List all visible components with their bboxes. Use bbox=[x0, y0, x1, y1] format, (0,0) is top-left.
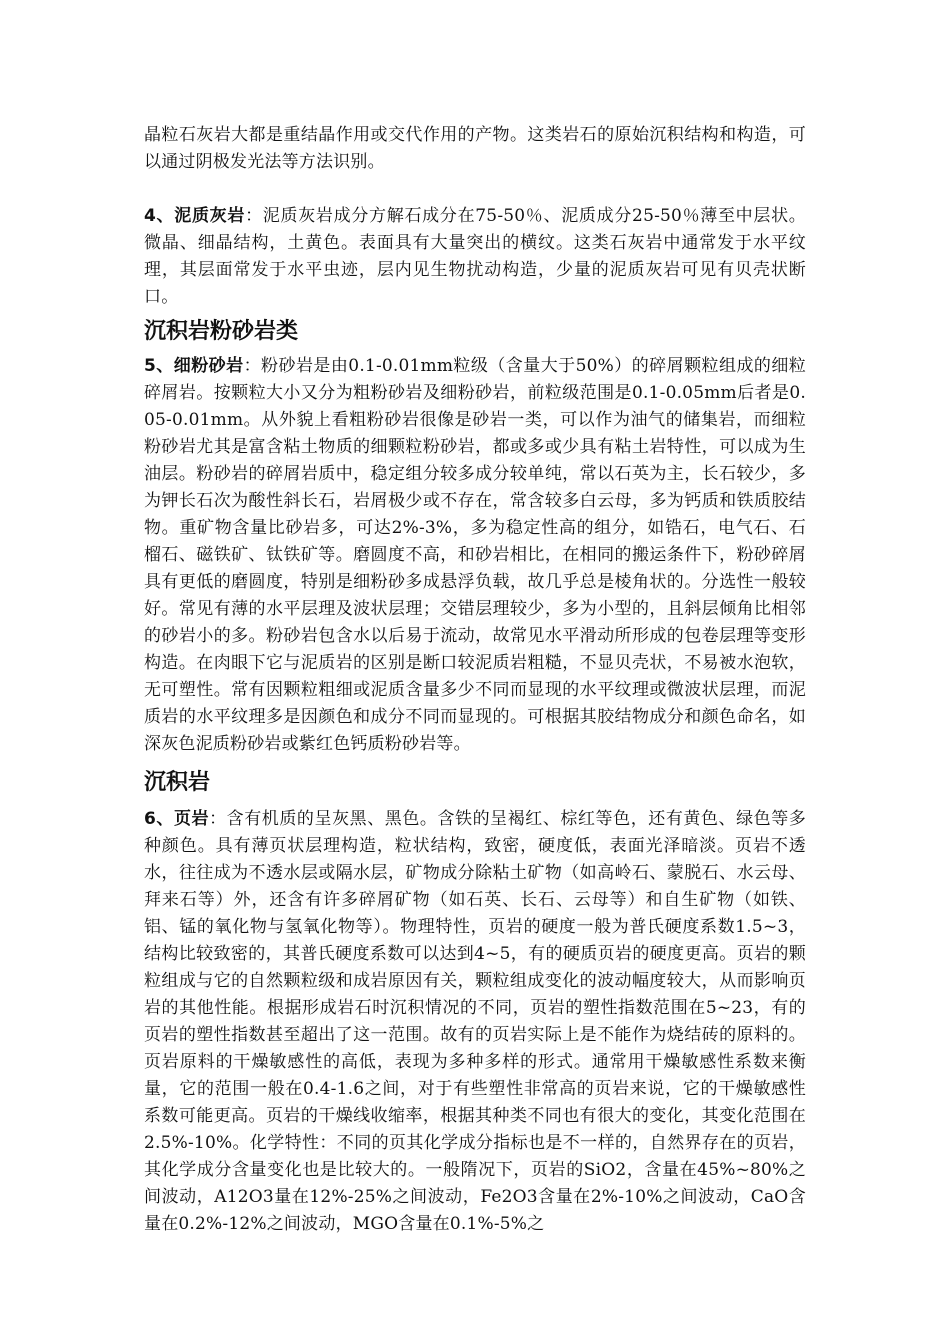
section-heading-sedimentary: 沉积岩 bbox=[144, 770, 211, 795]
section-heading-siltstone: 沉积岩粉砂岩类 bbox=[144, 319, 299, 344]
item-5-label: 5、细粉砂岩 bbox=[144, 356, 244, 376]
document-page bbox=[144, 122, 806, 1238]
item-6-label: 6、页岩 bbox=[144, 809, 210, 829]
item-4-colon: ： bbox=[245, 206, 263, 226]
paragraph-spacer bbox=[144, 176, 806, 203]
item-6-colon: ： bbox=[209, 809, 227, 829]
item-5-text: 粉砂岩是由0.1-0.01mm粒级（含量大于50%）的碎屑颗粒组成的细粒碎屑岩。按颗粒大小又分为粗粉砂岩及细粉砂岩，前粒级范围是0.1-0.05mm后者是0.05-0.01mm。从外貌上看粗粉砂岩很像是砂岩一类，可以作为油气的储集岩，而细粒粉砂岩尤其是富含粘土物质的细颗粒粉砂岩，都或多或少具有粘土岩特性，可以成为生油层。粉砂岩的碎屑岩质中，稳定组分较多成分较单纯，常以石英为主，长石较少，多为钾长石次为酸性斜长石，岩屑极少或不存在，常含较多白云母，多为钙质和铁质胶结物。重矿物含量比砂岩多，可达2%-3%，多为稳定性高的组分，如锆石，电气石、石榴石、磁铁矿、钛铁矿等。磨圆度不高，和砂岩相比，在相同的搬运条件下，粉砂碎屑具有更低的磨圆度，特别是细粉砂多成悬浮负载，故几乎总是棱角状的。分选性一般较好。常见有薄的水平层理及波状层理；交错层理较少，多为小型的，且斜层倾角比相邻的砂岩小的多。粉砂岩包含水以后易于流动，故常见水平滑动所形成的包卷层理等变形构造。在肉眼下它与泥质岩的区别是断口较泥质岩粗糙，不显贝壳状，不易被水泡软，无可塑性。常有因颗粒粗细或泥质含量多少不同而显现的水平纹理或微波状层理，而泥质岩的水平纹理多是因颜色和成分不同而显现的。可根据其胶结物成分和颜色命名，如深灰色泥质粉砂岩或紫红色钙质粉砂岩等。 bbox=[144, 356, 807, 754]
intro-paragraph: 晶粒石灰岩大都是重结晶作用或交代作用的产物。这类岩石的原始沉积结构和构造，可以通过阴极发光法等方法识别。 bbox=[144, 125, 806, 172]
item-5-colon: ： bbox=[243, 356, 262, 376]
item-4-label: 4、泥质灰岩 bbox=[144, 206, 246, 226]
item-6-text: 含有机质的呈灰黑、黑色。含铁的呈褐红、棕红等色，还有黄色、绿色等多种颜色。具有薄页状层理构造，粒状结构，致密，硬度低，表面光泽暗淡。页岩不透水，往往成为不透水层或隔水层，矿物成分除粘土矿物（如高岭石、蒙脱石、水云母、拜来石等）外，还含有许多碎屑矿物（如石英、长石、云母等）和自生矿物（如铁、铝、锰的氧化物与氢氧化物等）。物理特性，页岩的硬度一般为普氏硬度系数1.5~3，结构比较致密的，其普氏硬度系数可以达到4~5，有的硬质页岩的硬度更高。页岩的颗粒组成与它的自然颗粒级和成岩原因有关，颗粒组成变化的波动幅度较大，从而影响页岩的其他性能。根据形成岩石时沉积情况的不同，页岩的塑性指数范围在5~23，有的页岩的塑性指数甚至超出了这一范围。故有的页岩实际上是不能作为烧结砖的原料的。页岩原料的干燥敏感性的高低，表现为多种多样的形式。通常用干燥敏感性系数来衡量，它的范围一般在0.4-1.6之间，对于有些塑性非常高的页岩来说，它的干燥敏感性系数可能更高。页岩的干燥线收缩率，根据其种类不同也有很大的变化，其变化范围在2.5%-10%。化学特性：不同的页其化学成分指标也是不一样的，自然界存在的页岩，其化学成分含量变化也是比较大的。一般隋况下，页岩的SiO2，含量在45%~80%之间波动，A12O3量在12%-25%之间波动，Fe2O3含量在2%-10%之间波动，CaO含量在0.2%-12%之间波动，MGO含量在0.1%-5%之 bbox=[144, 809, 806, 1234]
item-4-paragraph bbox=[144, 203, 806, 311]
item-6-paragraph bbox=[144, 806, 806, 1238]
item-5-paragraph bbox=[144, 353, 806, 758]
item-4-text: 泥质灰岩成分方解石成分在75-50％、泥质成分25-50％薄至中层状。微晶、细晶结构，土黄色。表面具有大量突出的横纹。这类石灰岩中通常发于水平纹理，其层面常发于水平虫迹，层内见生物扰动构造，少量的泥质灰岩可见有贝壳状断口。 bbox=[144, 206, 807, 307]
